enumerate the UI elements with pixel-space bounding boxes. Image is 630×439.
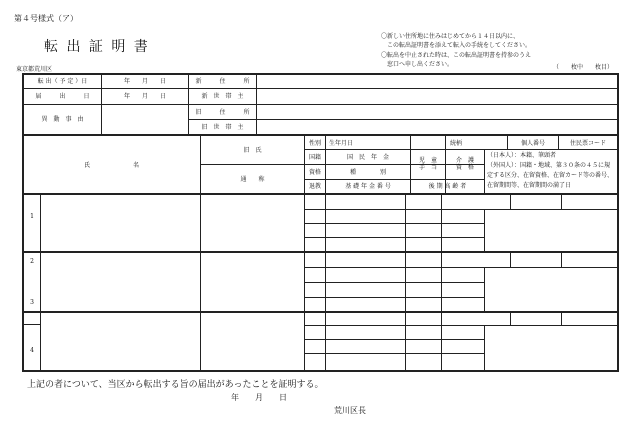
child-allowance-label: 児 童 手 当 (418, 157, 437, 171)
notify-date-label: 届 出 日 (35, 93, 90, 100)
note-line-4: 窓口へ申し出ください。 (381, 61, 454, 68)
qualification-label: 資格 (308, 168, 321, 176)
pension-label: 国 民 年 金 (346, 153, 389, 161)
old-address-label: 旧 住 所 (195, 108, 250, 116)
late-elderly-label: 後 期 高 齢 者 (428, 183, 467, 190)
relation-label: 続柄 (450, 139, 463, 147)
certify-date: 年 月 日 (231, 393, 287, 402)
row-number: 2 (30, 257, 34, 265)
sheet-count: （ 枚中 枚目） (553, 64, 614, 71)
sex-label: 性別 (308, 139, 321, 147)
new-householder-field[interactable] (257, 89, 617, 104)
old-householder-label: 旧 世 帯 主 (201, 123, 244, 131)
move-date-label: 転 出（ 予 定 ）日 (37, 78, 88, 85)
move-date-value[interactable]: 年 月 日 (123, 78, 166, 85)
form-title: 転 出 証 明 書 (44, 39, 150, 55)
old-address-field[interactable] (257, 105, 617, 119)
personal-no-label: 個人番号 (520, 139, 545, 147)
frame-bottom (22, 370, 619, 372)
resident-code-label: 住民票コード (569, 139, 606, 147)
old-householder-field[interactable] (257, 120, 617, 134)
type-label: 種 別 (349, 168, 386, 176)
leave-label: 退教 (308, 183, 321, 190)
mayor-name: 荒川区長 (334, 406, 366, 415)
frame-right (617, 73, 619, 372)
foreign-note-4: 在留期間等、在留期間の満了日 (487, 182, 572, 189)
office-name: 東京都荒川区 (16, 66, 53, 73)
name-label: 氏 名 (83, 161, 140, 169)
nationality-label: 国籍 (308, 153, 321, 161)
birth-label: 生年月日 (329, 139, 354, 147)
notify-date-value[interactable]: 年 月 日 (123, 93, 166, 100)
new-householder-label: 新 世 帯 主 (201, 93, 244, 100)
note-line-3: 〇転出を中止された時は、この転出証明書を持参のうえ (381, 52, 532, 59)
certify-text: 上記の者について、当区から転出する旨の届出があったことを証明する。 (27, 380, 324, 390)
new-address-label: 新 住 所 (195, 78, 250, 85)
row-number: 3 (30, 298, 34, 306)
foreign-note-1: （日本人）：本籍、筆頭者 (487, 152, 557, 159)
alias-label: 通 称 (240, 175, 265, 183)
care-qualification-label: 介 護 資 格 (455, 157, 474, 171)
basic-pension-label: 基 礎 年 金 番 号 (345, 183, 391, 190)
note-line-1: 〇新しい住所地に住みはじめてから１４日以内に、 (381, 33, 520, 40)
reason-field[interactable] (102, 105, 188, 134)
row-number: 1 (30, 212, 34, 220)
foreign-note-2: （外国人）：国籍・地域、第３０条の４５に規 (487, 162, 611, 169)
form-number: 第４号様式（ア） (14, 14, 78, 23)
new-address-field[interactable] (257, 75, 617, 88)
reason-label: 異 動 事 由 (41, 116, 84, 123)
note-line-2: この転出証明書を添えて転入の手続をしてください。 (381, 42, 532, 49)
row-number: 4 (30, 346, 34, 354)
maiden-label: 旧 氏 (243, 147, 262, 154)
foreign-note-3: 定する区分、在留資格、在留カード等の番号、 (487, 172, 614, 179)
